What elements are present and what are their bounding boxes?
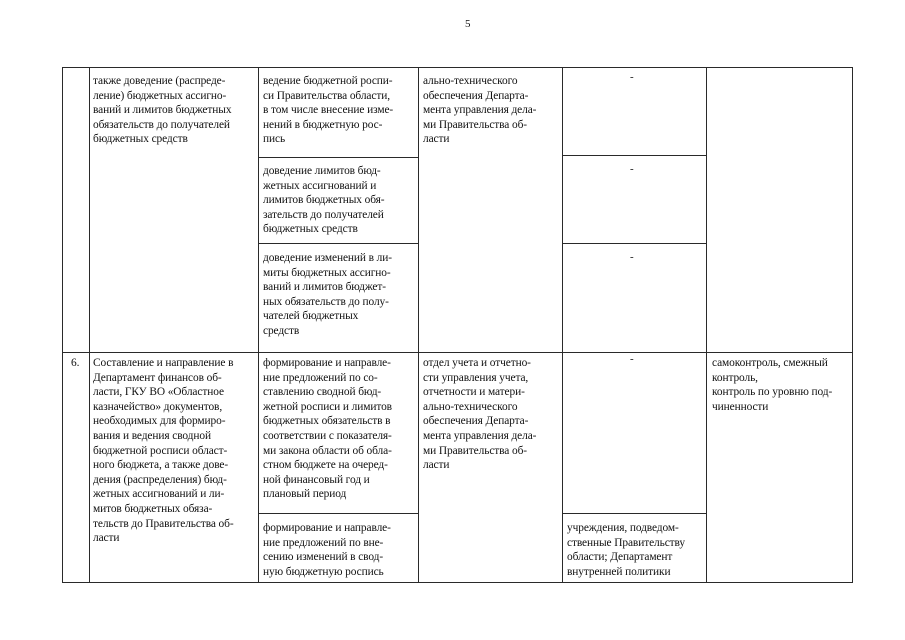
regulation-table [62,67,853,583]
table-bottom-border [62,582,853,583]
table-right-border [852,67,853,583]
page-number: 5 [465,18,471,30]
col5-divider [562,155,706,156]
responsible-text: ально-технического обеспечения Департа- мента управления дела- ми Правительства об- ласти [423,75,537,146]
col5-dash: - [630,71,634,83]
subtask-text: доведение изменений в ли- миты бюджетных ассигно- ваний и лимитов бюджет- ных обязательств до полу- чателей бюджетных средств [263,252,392,337]
column-divider [706,67,707,583]
column-divider [258,67,259,583]
col5-divider [562,243,706,244]
column-divider [562,67,563,583]
subtask-text: ведение бюджетной роспи- си Правительства области, в том числе внесение изме- нений в бюджетную рос- пись [263,75,394,146]
task-text: Составление и направление в Департамент финансов об- ласти, ГКУ ВО «Областное казначейство» документов, необходимых для формиро- вания и ведения сводной бюджетной росписи област- ного бюджета, а также дове- дения (распределения) бюд- жетных ассигнований и ли- митов бюджетных обяза- тельств до Правительства об- ласти [93,357,234,545]
subtask-divider [258,513,418,514]
row-number: 6. [71,357,80,369]
responsible-text: отдел учета и отчетно- сти управления учета, отчетности и матери- ально-технического обеспечения Департа- мента управления дела- ми Правительства об- ласти [423,357,537,472]
col5-divider [562,513,706,514]
task-text: также доведение (распреде- ление) бюджетных ассигно- ваний и лимитов бюджетных обязательств до получателей бюджетных средств [93,75,232,146]
column-divider [89,67,90,583]
row-divider [62,352,853,353]
subtask-divider [258,157,418,158]
col5-text: учреждения, подведом- ственные Правительству области; Департамент внутренней политики [567,522,686,578]
col5-dash: - [630,163,634,175]
subtask-text: формирование и направле- ние предложений по со- ставлению сводной бюд- жетной росписи и лимитов бюджетных обязательств в соответствии с показателя- ми закона области об обла- стном бюджете на очеред- ной финансовый год и плановый период [263,357,392,501]
col5-dash: - [630,251,634,263]
subtask-divider [258,243,418,244]
control-text: самоконтроль, смежный контроль, контроль по уровню под- чиненности [712,357,833,413]
col5-dash: - [630,353,634,365]
subtask-text: доведение лимитов бюд- жетных ассигнований и лимитов бюджетных обя- зательств до получателей бюджетных средств [263,165,385,236]
table-left-border [62,67,63,583]
table-top-border [62,67,853,68]
column-divider [418,67,419,583]
subtask-text: формирование и направле- ние предложений по вне- сению изменений в свод- ную бюджетную роспись [263,522,391,578]
